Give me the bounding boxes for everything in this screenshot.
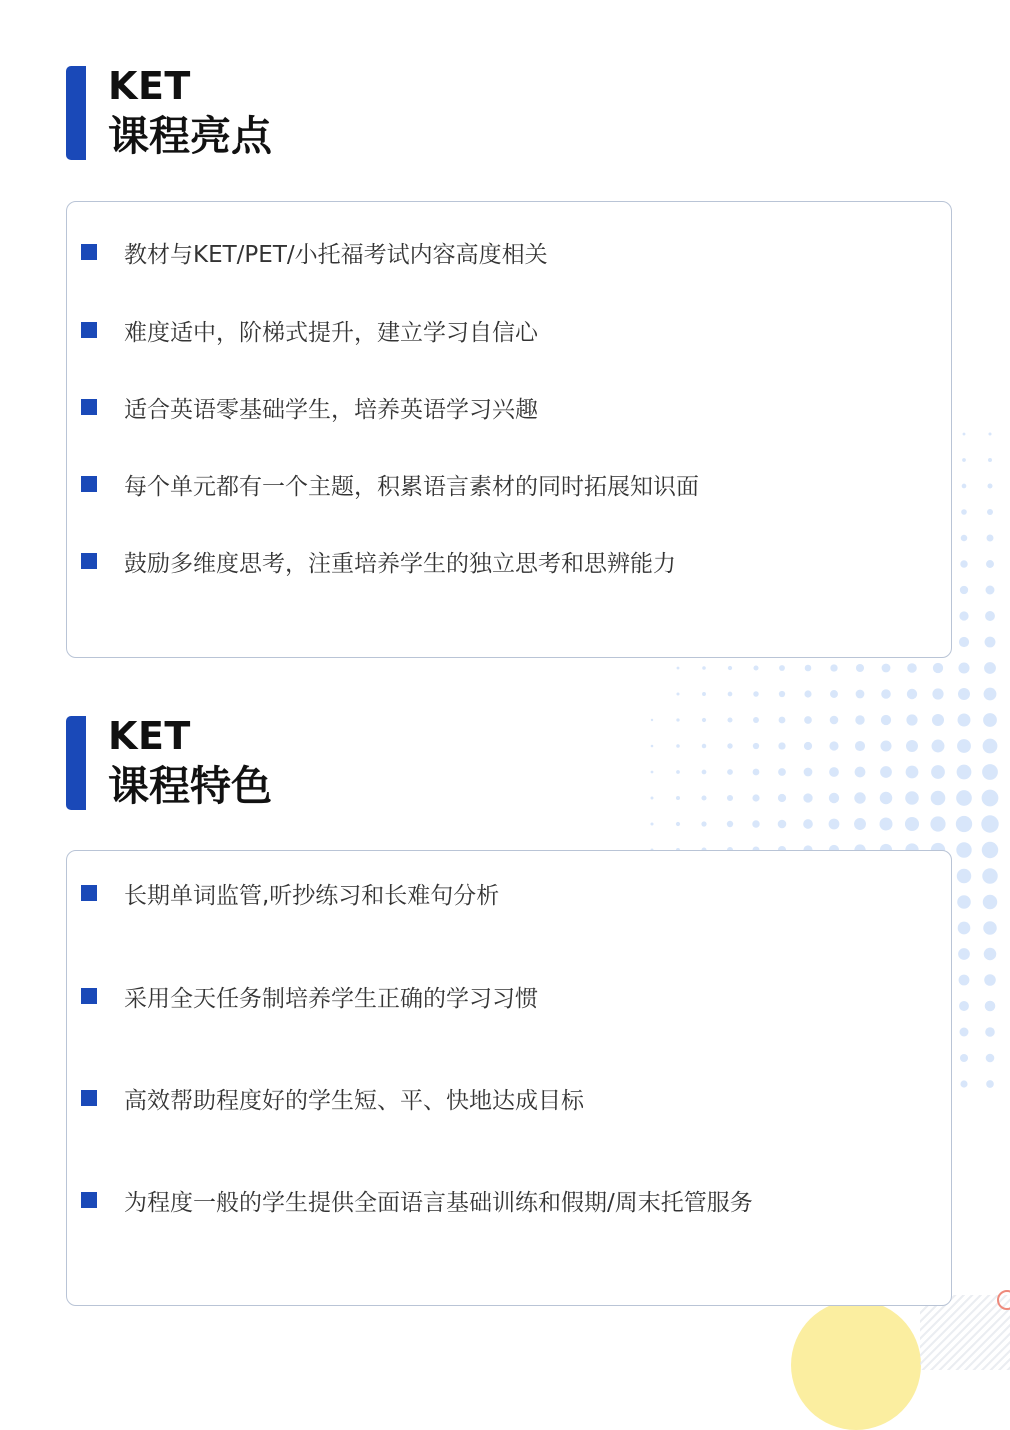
decor-dot [881,715,891,725]
decor-dot [987,535,994,542]
decor-dot [753,743,759,749]
decor-dot [676,770,680,774]
decor-dot [804,690,811,697]
decor-dot [958,662,969,673]
decor-dot [830,716,839,725]
decor-dot [778,794,786,802]
decor-dot [753,769,760,776]
list-item-text: 高效帮助程度好的学生短、平、快地达成目标 [124,1087,584,1114]
decor-dot [855,767,866,778]
decor-dot [959,975,970,986]
decor-dot [830,690,838,698]
decor-dot [984,688,997,701]
decor-dot [803,819,813,829]
decor-dot [701,821,706,826]
accent-bar [66,66,86,160]
decor-dot [932,688,943,699]
decor-dot [960,1028,969,1037]
decor-dot [960,1080,967,1087]
decor-dot [982,764,998,780]
decor-dot [882,664,891,673]
list-item [81,878,499,908]
section-title: 课程亮点 [108,112,272,160]
list-item [81,981,538,1011]
decor-dot [752,820,759,827]
bullet-square-icon [81,399,97,415]
decor-dot [651,719,653,721]
list-item [81,237,548,267]
decor-dot [702,692,706,696]
decor-dot [753,717,759,723]
decor-dot [804,716,812,724]
decor-dot [651,771,654,774]
decor-dot [880,792,893,805]
decor-dot [779,717,786,724]
decor-dot [984,662,996,674]
decor-dot [805,665,812,672]
decor-dot [803,793,812,802]
decor-dot [986,1080,994,1088]
bullet-square-icon [81,885,97,901]
decor-dot [981,815,998,832]
decor-dot [988,432,991,435]
list-item [81,315,538,345]
decor-dot [855,715,864,724]
decor-dot [957,765,972,780]
accent-bar [66,716,86,810]
list-item [81,1185,753,1215]
decor-dot [881,689,891,699]
decor-dot [988,484,993,489]
decor-dot [958,948,970,960]
decor-dot [778,768,786,776]
red-ring-decoration [997,1290,1010,1310]
list-item-text: 鼓励多维度思考，注重培养学生的独立思考和思辨能力 [124,550,676,577]
decor-dot [983,713,997,727]
decor-dot [983,895,997,909]
decor-dot [727,717,732,722]
list-item-text: 长期单词监管,听抄练习和长难句分析 [124,882,500,909]
decor-dot [984,974,996,986]
decor-dot [985,637,996,648]
decor-dot [983,739,998,754]
decor-dot [959,1001,969,1011]
bullet-square-icon [81,244,97,260]
decor-dot [985,1027,995,1037]
decor-dot [779,691,785,697]
decor-dot [982,868,997,883]
decor-dot [702,744,706,748]
decor-dot [960,1054,968,1062]
decor-dot [701,795,706,800]
list-item-text: 为程度一般的学生提供全面语言基础训练和假期/周末托管服务 [124,1189,753,1216]
decor-dot [932,714,944,726]
decor-dot [963,433,966,436]
decor-dot [753,665,758,670]
decor-dot [986,560,994,568]
decor-dot [958,688,970,700]
decor-dot [984,948,997,961]
decor-dot [906,766,919,779]
decor-dot [702,666,706,670]
decor-dot [907,663,917,673]
decor-dot [905,817,919,831]
list-item-text: 每个单元都有一个主题，积累语言素材的同时拓展知识面 [124,473,699,500]
decor-dot [727,821,733,827]
bullet-square-icon [81,988,97,1004]
list-item-text: 教材与KET/PET/小托福考试内容高度相关 [124,241,548,268]
list-item [81,469,699,499]
decor-dot [880,766,892,778]
decor-dot [728,666,732,670]
decor-dot [982,790,999,807]
list-item-text: 适合英语零基础学生，培养英语学习兴趣 [124,396,538,423]
decor-dot [959,611,968,620]
decor-dot [931,765,945,779]
decor-dot [962,458,966,462]
decor-dot [957,869,971,883]
yellow-circle-decoration [791,1300,921,1430]
decor-dot [778,742,785,749]
decor-dot [676,692,679,695]
decor-dot [651,797,654,800]
decor-dot [985,611,995,621]
decor-dot [778,820,787,829]
decor-dot [727,769,733,775]
decor-dot [753,691,759,697]
decor-dot [956,842,971,857]
decor-dot [960,586,968,594]
bullet-square-icon [81,1090,97,1106]
decor-dot [676,744,680,748]
section-kicker: KET [108,64,191,108]
decor-dot [985,1001,996,1012]
section-kicker: KET [108,714,191,758]
decor-dot [880,818,893,831]
decor-dot [957,739,971,753]
decor-dot [854,818,866,830]
decor-dot [829,793,839,803]
decor-dot [961,509,967,515]
decor-dot [956,790,972,806]
decor-dot [905,791,919,805]
decor-dot [880,740,891,751]
decor-dot [962,484,967,489]
stripe-pattern-decoration [920,1295,1010,1370]
decor-dot [650,822,653,825]
decor-dot [676,718,679,721]
decor-dot [829,741,838,750]
decor-dot [727,743,732,748]
list-item [81,546,676,576]
features-card [66,850,952,1306]
section-header-features [66,716,466,812]
decor-dot [933,663,943,673]
decor-dot [906,740,918,752]
bullet-square-icon [81,1192,97,1208]
decor-dot [930,816,945,831]
bullet-square-icon [81,476,97,492]
decor-dot [856,690,865,699]
list-item [81,392,538,422]
decor-dot [986,586,995,595]
decor-dot [956,816,972,832]
decor-dot [958,922,971,935]
decor-dot [779,665,785,671]
decor-dot [676,822,680,826]
highlights-card [66,201,952,658]
decor-dot [651,745,654,748]
decor-dot [932,740,945,753]
decor-dot [855,741,865,751]
decor-dot [702,770,707,775]
decor-dot [804,742,812,750]
decor-dot [957,895,971,909]
decor-dot [752,794,759,801]
bullet-square-icon [81,322,97,338]
decor-dot [959,637,969,647]
decor-dot [982,842,998,858]
decor-dot [906,714,917,725]
decor-dot [804,768,813,777]
decor-dot [907,689,917,699]
list-item-text: 难度适中，阶梯式提升，建立学习自信心 [124,319,538,346]
decor-dot [728,692,733,697]
list-item-text: 采用全天任务制培养学生正确的学习习惯 [124,985,538,1012]
decor-dot [702,718,706,722]
decor-dot [856,664,864,672]
decor-dot [829,819,840,830]
decor-dot [988,458,992,462]
decor-dot [961,535,968,542]
decor-dot [986,1054,995,1063]
decor-dot [829,767,839,777]
list-item [81,1083,584,1113]
decor-dot [931,791,946,806]
decor-dot [987,509,993,515]
decor-dot [830,664,837,671]
decor-dot [983,921,997,935]
section-header-highlights [66,66,466,162]
decor-dot [727,795,733,801]
decor-dot [677,667,680,670]
decor-dot [854,792,865,803]
decor-dot [958,714,971,727]
decor-dot [676,796,680,800]
bullet-square-icon [81,553,97,569]
decor-dot [960,560,967,567]
section-title: 课程特色 [108,762,272,810]
